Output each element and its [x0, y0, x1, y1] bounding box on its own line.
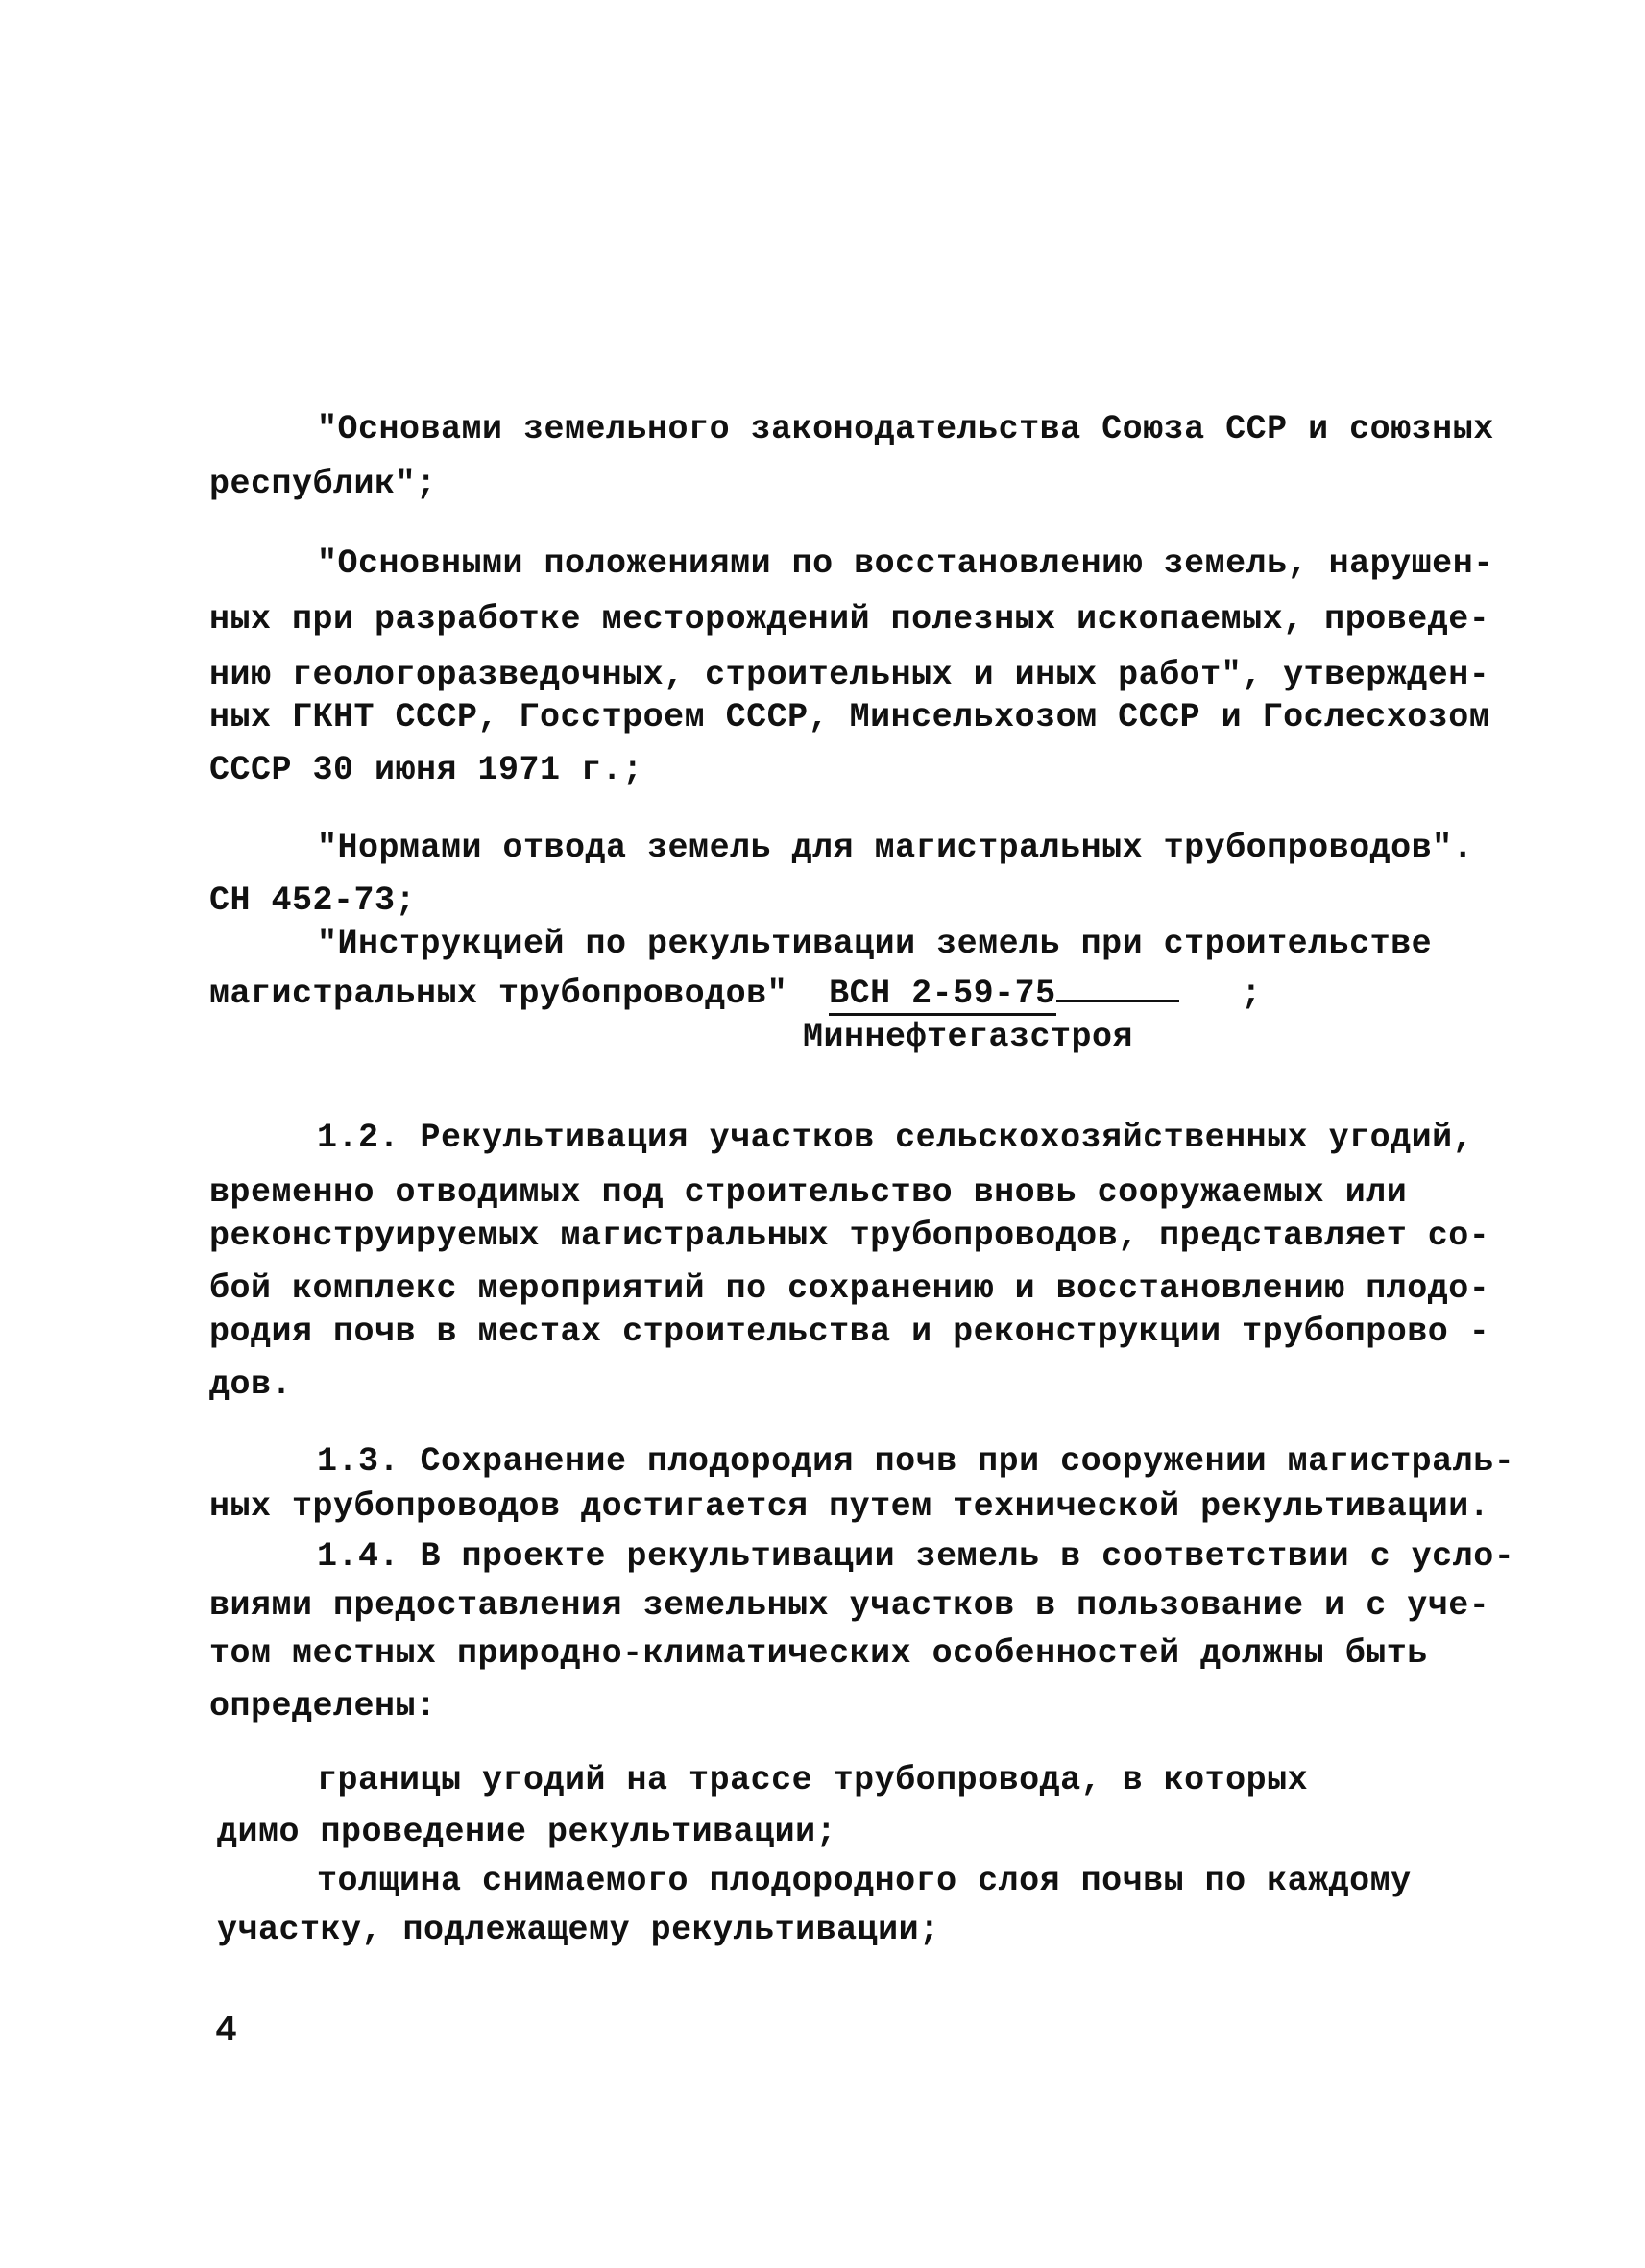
text-line: "Нормами отвода земель для магистральных трубопроводов". — [317, 829, 1474, 867]
text-line: СН 452-73; — [209, 881, 417, 920]
underline-blank — [1056, 975, 1179, 1002]
text-fragment: ; — [1241, 975, 1262, 1013]
text-line: "Основными положениями по восстановлению земель, нарушен- — [317, 544, 1494, 583]
text-line: бой комплекс мероприятий по сохранению и восстановлению плодо- — [209, 1269, 1490, 1308]
text-line: нию геологоразведочных, строительных и иных работ", утвержден- — [209, 656, 1490, 694]
text-line: 1.3. Сохранение плодородия почв при сооружении магистраль- — [317, 1442, 1515, 1481]
text-line: ных ГКНТ СССР, Госстроем СССР, Минсельхозом СССР и Гослесхозом — [209, 698, 1490, 736]
text-line: 1.2. Рекультивация участков сельскохозяйственных угодий, — [317, 1119, 1474, 1157]
text-line: "Основами земельного законодательства Союза ССР и союзных — [317, 410, 1494, 448]
text-line: том местных природно-климатических особенностей должны быть — [209, 1634, 1428, 1673]
text-line: ных при разработке месторождений полезных ископаемых, проведе- — [209, 600, 1490, 639]
text-line: виями предоставления земельных участков в пользование и с уче- — [209, 1586, 1490, 1625]
text-line: родия почв в местах строительства и реконструкции трубопрово - — [209, 1313, 1490, 1351]
page-number: 4 — [215, 2011, 237, 2052]
text-fragment: магистральных трубопроводов" — [209, 975, 788, 1013]
text-line: "Инструкцией по рекультивации земель при строительстве — [317, 925, 1433, 963]
text-line: временно отводимых под строительство вновь сооружаемых или — [209, 1173, 1408, 1212]
text-line: границы угодий на трассе трубопровода, в которых — [317, 1761, 1309, 1799]
text-line — [209, 975, 1262, 1011]
text-line: Миннефтегазстроя — [803, 1018, 1134, 1056]
text-line: ных трубопроводов достигается путем технической рекультивации. — [209, 1487, 1490, 1526]
text-line: 1.4. В проекте рекультивации земель в соответствии с усло- — [317, 1537, 1515, 1576]
text-line: дов. — [209, 1365, 293, 1404]
text-line: реконструируемых магистральных трубопроводов, представляет со- — [209, 1217, 1490, 1255]
text-line: димо проведение рекультивации; — [217, 1813, 837, 1851]
document-code: ВСН 2-59-75 — [829, 975, 1056, 1016]
text-line: участку, подлежащему рекультивации; — [217, 1911, 940, 1949]
text-line: толщина снимаемого плодородного слоя почвы по каждому — [317, 1862, 1412, 1900]
text-line: определены: — [209, 1687, 437, 1725]
text-line: республик"; — [209, 465, 437, 503]
text-line: СССР 30 июня 1971 г.; — [209, 751, 643, 789]
